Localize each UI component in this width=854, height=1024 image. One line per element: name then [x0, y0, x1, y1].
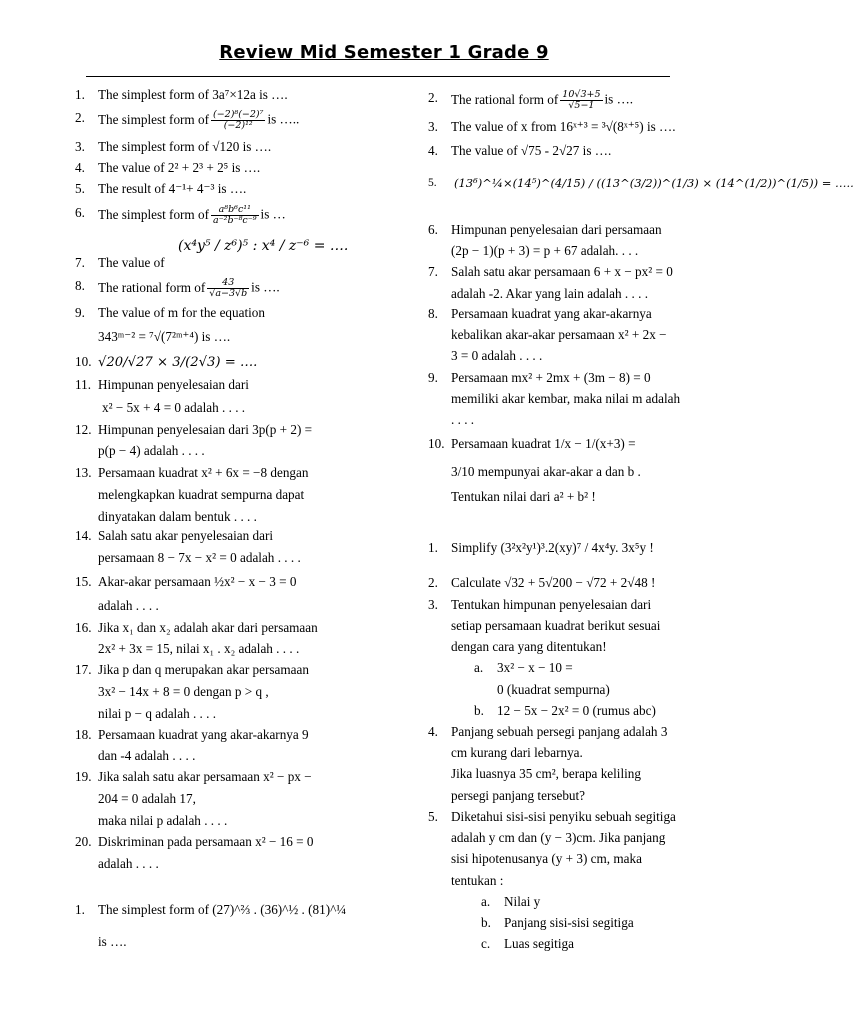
question-item: 16. Jika x₁ dan x₂ adalah akar dari persamaan — [75, 620, 318, 635]
math-expression: (x⁴y⁵ / z⁶)⁵ : x⁴ / z⁻⁶ = …. — [178, 238, 349, 254]
question-item: 9. Persamaan mx² + 2mx + (3m − 8) = 0 — [428, 370, 651, 385]
question-line: adalah -2. Akar yang lain adalah . . . . — [451, 286, 649, 301]
question-line: 2x² + 3x = 15, nilai x₁ . x₂ adalah . . . . — [98, 641, 300, 656]
question-line: Tentukan nilai dari a² + b² ! — [451, 489, 596, 504]
question-item: a. 3x² − x − 10 = — [474, 660, 573, 675]
question-line: 3x² − 14x + 8 = 0 dengan p > q , — [98, 684, 269, 699]
question-item: 1. Simplify (3²x²y¹)³.2(xy)⁷ / 4x⁴y. 3x⁵y ! — [428, 540, 654, 555]
question-item: 3. Tentukan himpunan penyelesaian dari — [428, 597, 652, 612]
question-line: adalah y cm dan (y − 3)cm. Jika panjang — [451, 830, 666, 845]
question-line: tentukan : — [451, 873, 504, 888]
question-item: 5. The result of 4⁻¹+ 4⁻³ is …. — [75, 181, 247, 196]
question-item: a. Nilai y — [481, 894, 541, 909]
question-item: 13. Persamaan kuadrat x² + 6x = −8 dengan — [75, 465, 309, 480]
question-item: 4. The value of 2² + 2³ + 2⁵ is …. — [75, 160, 261, 175]
title-divider — [86, 76, 670, 77]
question-line: dengan cara yang ditentukan! — [451, 639, 607, 654]
question-line: melengkapkan kuadrat sempurna dapat — [98, 487, 305, 502]
question-item: 4. The value of √75 - 2√27 is …. — [428, 143, 612, 158]
question-item: 2. The rational form of $\frac{10√3+5}{√5-1}$ is …. — [428, 89, 634, 111]
question-line: 3/10 mempunyai akar-akar a dan b . — [451, 464, 641, 479]
question-item: 10. √20/√27 × 3/(2√3) = …. — [75, 354, 258, 370]
question-item: 4. Panjang sebuah persegi panjang adalah 3 — [428, 724, 668, 739]
question-item: 2. Calculate √32 + 5√200 − √72 + 2√48 ! — [428, 575, 656, 590]
question-item: 5. (13⁶)^¼×(14⁵)^(4/15) / ((13^(3/2))^(1/3) × (14^(1/2))^(1/5)) = ….. — [428, 176, 854, 190]
question-item: 6. The simplest form of $\frac{\text{a⁸b⁶c¹¹}}{\text{a⁻²b⁻⁸c⁻⁹}}$ is … — [75, 204, 286, 226]
question-line: nilai p − q adalah . . . . — [98, 706, 217, 721]
question-line: kebalikan akar-akar persamaan x² + 2x − — [451, 327, 667, 342]
question-item: b. Panjang sisi-sisi segitiga — [481, 915, 634, 930]
question-line: 204 = 0 adalah 17, — [98, 791, 196, 806]
question-item: 14. Salah satu akar penyelesaian dari — [75, 528, 274, 543]
question-item: 8. The rational form of $\frac{43}{√a-3√b}$ is …. — [75, 277, 280, 299]
question-line: dinyatakan dalam bentuk . . . . — [98, 509, 257, 524]
question-item: 17. Jika p dan q merupakan akar persamaan — [75, 662, 309, 677]
question-line: persamaan 8 − 7x − x² = 0 adalah . . . . — [98, 550, 301, 565]
question-item: b. 12 − 5x − 2x² = 0 (rumus abc) — [474, 703, 656, 718]
question-line: 0 (kuadrat sempurna) — [497, 682, 610, 697]
question-line: setiap persamaan kuadrat berikut sesuai — [451, 618, 661, 633]
question-line: maka nilai p adalah . . . . — [98, 813, 228, 828]
question-item: 6. Himpunan penyelesaian dari persamaan — [428, 222, 662, 237]
question-item: 7. The value of — [75, 255, 165, 270]
question-line: (2p − 1)(p + 3) = p + 67 adalah. . . . — [451, 243, 639, 258]
question-line: dan -4 adalah . . . . — [98, 748, 196, 763]
question-item: 15. Akar-akar persamaan ½x² − x − 3 = 0 — [75, 574, 297, 589]
question-line: Jika luasnya 35 cm², berapa keliling — [451, 766, 641, 781]
question-line: is …. — [98, 934, 127, 949]
question-item: 10. Persamaan kuadrat 1/x − 1/(x+3) = — [428, 436, 636, 451]
question-line: memiliki akar kembar, maka nilai m adalah — [451, 391, 681, 406]
question-line: sisi hipotenusanya (y + 3) cm, maka — [451, 851, 642, 866]
question-item: 3. The simplest form of √120 is …. — [75, 139, 272, 154]
question-item: 20. Diskriminan pada persamaan x² − 16 = 0 — [75, 834, 314, 849]
question-line: 343ᵐ⁻² = ⁷√(7²ᵐ⁺⁴) is …. — [98, 329, 231, 344]
question-item: 7. Salah satu akar persamaan 6 + x − px² = 0 — [428, 264, 673, 279]
question-item: 2. The simplest form of $\frac{\text{(−2)⁸(−2)⁷}}{\text{(−2)¹²}}$ is ….. — [75, 109, 300, 131]
question-item: 1. The simplest form of (27)^⅔ . (36)^½ . (81)^¼ — [75, 902, 347, 917]
question-line: adalah . . . . — [98, 856, 159, 871]
question-line: p(p − 4) adalah . . . . — [98, 443, 205, 458]
question-item: 19. Jika salah satu akar persamaan x² − px − — [75, 769, 312, 784]
question-line: . . . . — [451, 412, 475, 427]
question-item: 11. Himpunan penyelesaian dari — [75, 377, 249, 392]
question-item: 12. Himpunan penyelesaian dari 3p(p + 2) = — [75, 422, 313, 437]
question-line: cm kurang dari lebarnya. — [451, 745, 583, 760]
question-item: 1. The simplest form of 3a⁷×12a is …. — [75, 87, 288, 102]
question-item: 5. Diketahui sisi-sisi penyiku sebuah segitiga — [428, 809, 676, 824]
question-item: 8. Persamaan kuadrat yang akar-akarnya — [428, 306, 652, 321]
question-line: 3 = 0 adalah . . . . — [451, 348, 543, 363]
question-line: x² − 5x + 4 = 0 adalah . . . . — [102, 400, 246, 415]
question-item: 3. The value of x from 16ˣ⁺³ = ³√(8ˣ⁺⁵) is …. — [428, 119, 676, 134]
question-line: persegi panjang tersebut? — [451, 788, 586, 803]
question-line: adalah . . . . — [98, 598, 159, 613]
question-item: 9. The value of m for the equation — [75, 305, 265, 320]
question-item: c. Luas segitiga — [481, 936, 574, 951]
question-item: 18. Persamaan kuadrat yang akar-akarnya 9 — [75, 727, 309, 742]
page-title: Review Mid Semester 1 Grade 9 — [219, 42, 549, 63]
